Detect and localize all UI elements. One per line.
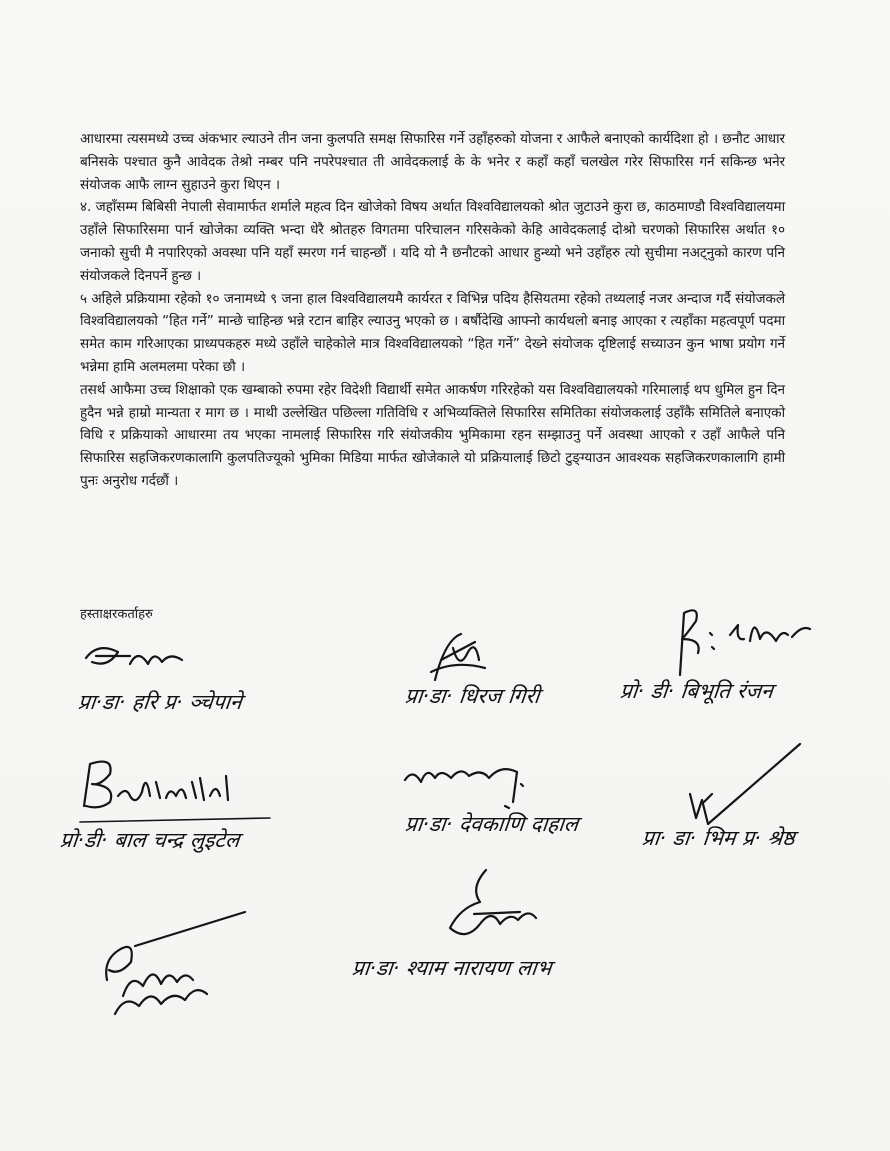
signatories-label: हस्ताक्षरकर्ताहरु [80,607,153,622]
handwritten-signature-3 [620,605,820,685]
paragraph-1: आधारमा त्यसमध्ये उच्च अंकभार ल्याउने तीन जना कुलपति समक्ष सिफारिस गर्ने उहाँहरुको योजना र आफैले बनाएको कार्यदिशा हो । छनौट आधार बनिसके पश्चात कुनै आवेदक तेश्रो नम्बर पनि नपरेपश्चात ती आवेदकलाई के के भनेर र कहाँ कहाँ चलखेल गरेर सिफारिस गर्न सकिन्छ भनेर संयोजक आफै लाग्न सुहाउने कुरा थिएन । [80,131,785,193]
signatory-name-5: प्रा·डा· देवकाणि दाहाल [403,812,580,836]
signatory-name-6: प्रा· डा· भिम प्र· श्रेष्ठ [640,826,797,850]
paragraph-2: ४. जहाँसम्म बिबिसी नेपाली सेवामार्फत शर्माले महत्व दिन खोजेको विषय अर्थात विश्वविद्यालयको श्रोत जुटाउने कुरा छ, काठमाण्डौ विश्वविद्यालयमा उहाँले सिफारिसमा पार्न खोजेका व्यक्ति भन्दा धेरै श्रोतहरु विगतमा परिचालन गरिसकेको केहि आवेदकलाई दोश्रो चरणको सिफारिस अर्थात १० जनाको सुची मै नपारिएको अवस्था पनि यहाँ स्मरण गर्न चाहन्छौं । यदि यो नै छनौटको आधार हुन्थ्यो भने उहाँहरु त्यो सुचीमा नअट्नुको कारण पनि संयोजकले दिनपर्ने हुन्छ । [80,199,785,284]
signatory-name-7: प्रा·डा· श्याम नारायण लाभ [350,956,553,980]
signatory-name-3: प्रो· डी· बिभूति रंजन [618,679,775,703]
handwritten-signature-2 [405,630,505,690]
paragraph-4: तसर्थ आफैमा उच्च शिक्षाको एक खम्बाको रुपमा रहेर विदेशी विद्यार्थी समेत आकर्षण गरिरहेको यस विश्वविद्यालयको गरिमालाई थप धुमिल हुन दिन हुदैन भन्ने हाम्रो मान्यता र माग छ । माथी उल्लेखित पछिल्ला गतिविधि र अभिव्यक्तिले सिफारिस समितिका संयोजकलाई उहाँकै समितिले बनाएको विधि र प्रक्रियाको आधारमा तय भएका नामलाई सिफारिस गरि संयोजकीय भुमिकामा रहन सम्झाउनु पर्ने अवस्था आएको र उहाँ आफैले पनि सिफारिस सहजिकरणकालागि कुलपतिज्यूको भुमिका मिडिया मार्फत खोजेकाले यो प्रक्रियालाई छिटो टुङ्ग्याउन आवश्यक सहजिकरणकालागि हामी पुनः अनुरोध गर्दछौं । [80,381,785,489]
signatory-name-1: प्रा·डा· हरि प्र· ञ्चेपाने [76,690,244,714]
handwritten-signature-5 [405,758,565,818]
signatory-name-2: प्रा·डा· धिरज गिरी [403,684,541,708]
signatory-name-4: प्रो·डी· बाल चन्द्र लुइटेल [58,828,241,852]
paragraph-3: ५ अहिले प्रक्रियामा रहेको १० जनामध्ये ९ जना हाल विश्वविद्यालयमै कार्यरत र विभिन्न पदिय हैसियतमा रहेको तथ्यलाई नजर अन्दाज गर्दै संयोजकले विश्वविद्यालयको “हित गर्ने” मान्छे चाहिन्छ भन्ने रटान बाहिर ल्याउनु भएको छ । बर्षौदेखि आफ्नो कार्यथलो बनाइ आएका र त्यहाँका महत्वपूर्ण पदमा समेत काम गरिआएका प्राध्यपकहरु मध्ये उहाँले चाहेकोले मात्र विश्वविद्यालयको “हित गर्ने” देख्ने संयोजक दृष्टिलाई सच्याउन कुन भाषा प्रयोग गर्ने भन्नेमा हामि अलमलमा परेका छौ । [80,290,785,375]
handwritten-signature-1 [78,640,198,680]
handwritten-signature-4 [70,752,290,832]
handwritten-signature-7 [95,910,255,1020]
letter-body [80,128,785,493]
handwritten-signature-6 [650,742,830,832]
handwritten-signature-8 [440,868,550,948]
